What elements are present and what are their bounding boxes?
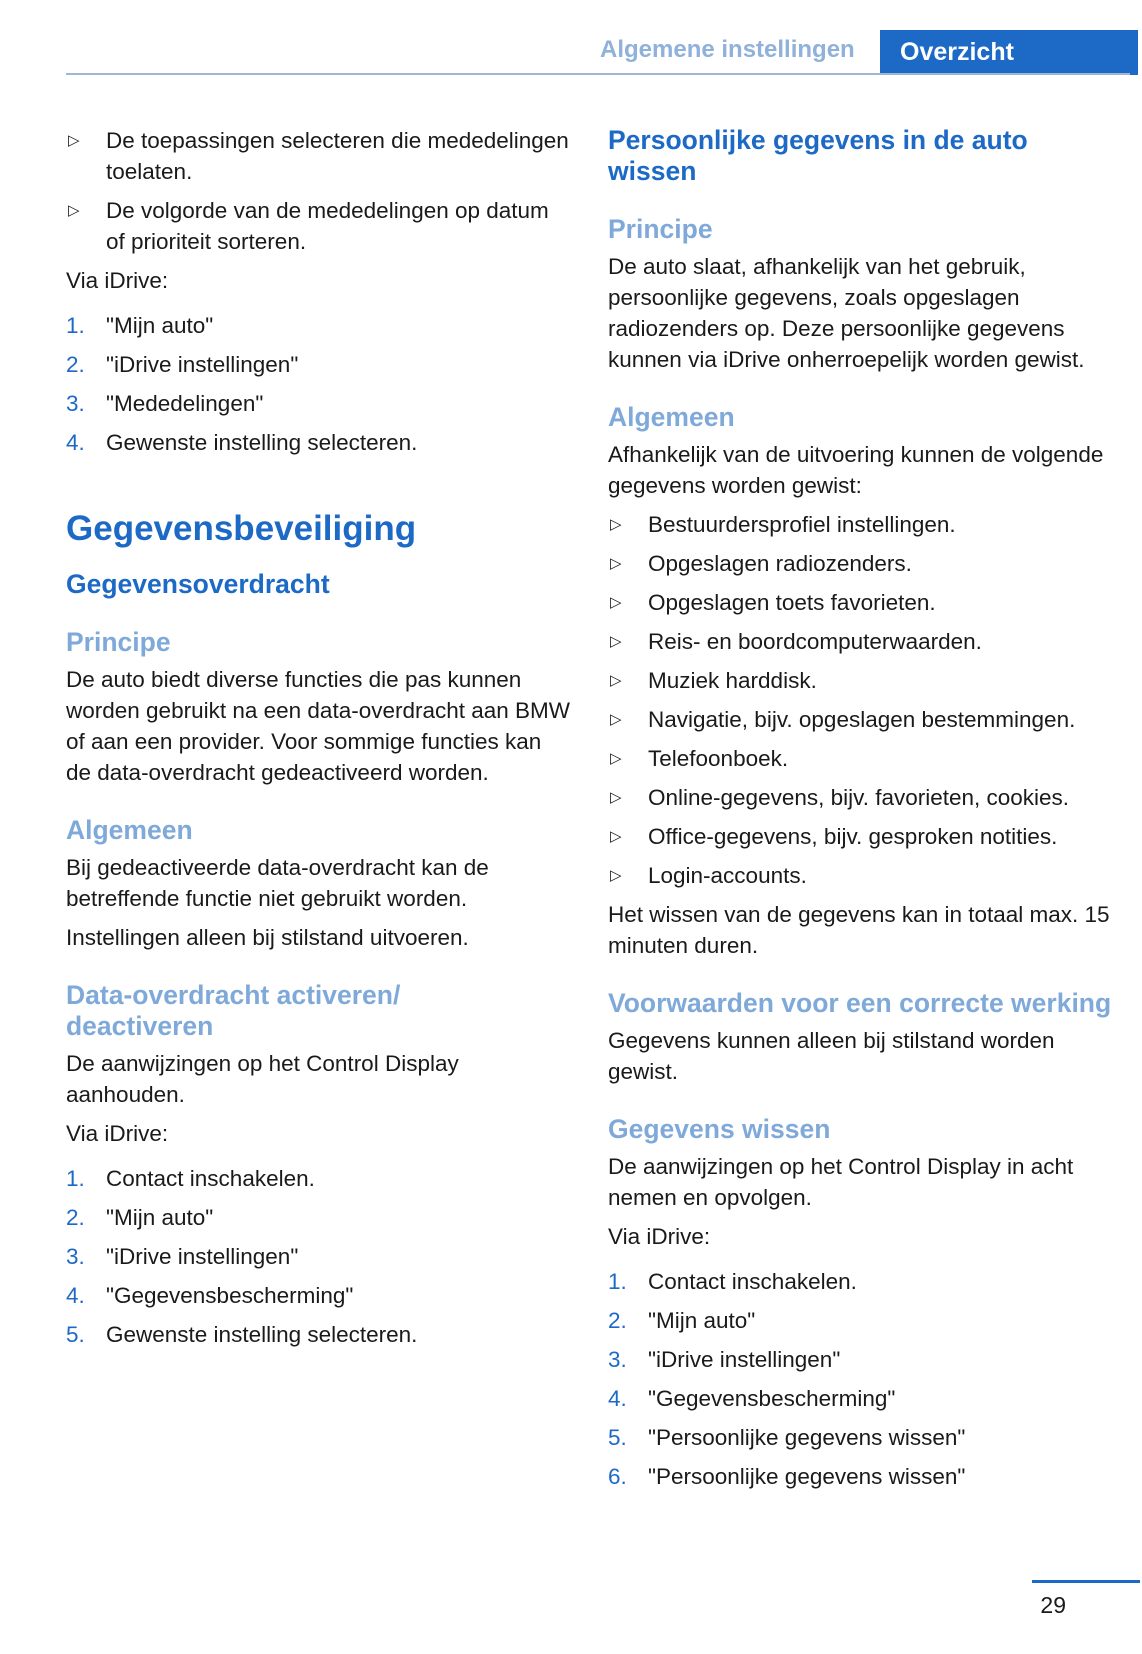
step-text: "Gegevensbescherming" bbox=[648, 1386, 896, 1411]
step-text: Gewenste instelling selecteren. bbox=[106, 1322, 418, 1347]
page-number: 29 bbox=[1040, 1592, 1066, 1618]
algemeen-heading: Algemeen bbox=[608, 402, 735, 432]
step-text: "Mededelingen" bbox=[106, 391, 264, 416]
step-text: "Persoonlijke gegevens wissen" bbox=[648, 1464, 966, 1489]
step-number: 1. bbox=[66, 313, 85, 338]
step-text: Contact inschakelen. bbox=[106, 1166, 315, 1191]
step-text: "Mijn auto" bbox=[106, 1205, 214, 1230]
algemeen-heading: Algemeen bbox=[66, 815, 193, 845]
list-item: ▷ Opgeslagen radiozenders. bbox=[608, 548, 1128, 579]
step-item bbox=[66, 388, 572, 419]
step-text: "iDrive instellingen" bbox=[648, 1347, 841, 1372]
via-idrive-label: Via iDrive: bbox=[608, 1224, 711, 1249]
wipeable-data-list bbox=[608, 509, 1128, 891]
step-text: "Mijn auto" bbox=[648, 1308, 756, 1333]
voorwaarden-heading: Voorwaarden voor een correcte werking bbox=[608, 988, 1112, 1018]
wipe-data-heading: Persoonlijke gegevens in de auto wissen bbox=[608, 125, 1028, 186]
principe-text: De auto biedt diverse functies die pas kunnen worden gebruikt na een data-overdracht aan BMW of aan een provider. Voor sommige functies kan de data-overdracht gedeactiveerd worden. bbox=[66, 667, 571, 785]
right-column bbox=[608, 125, 1128, 1500]
list-item: ▷ Online-gegevens, bijv. favorieten, cookies. bbox=[608, 782, 1128, 813]
step-number: 4. bbox=[608, 1386, 627, 1411]
notification-options-list bbox=[66, 125, 572, 257]
step-item bbox=[608, 1461, 1128, 1492]
step-number: 2. bbox=[66, 352, 85, 377]
step-number: 5. bbox=[608, 1425, 627, 1450]
via-idrive-label: Via iDrive: bbox=[66, 1121, 169, 1146]
algemeen-text: Bij gedeactiveerde data-overdracht kan de betreffende functie niet gebruikt worden. bbox=[66, 855, 489, 911]
step-text: Gewenste instelling selecteren. bbox=[106, 430, 418, 455]
step-item bbox=[66, 1163, 572, 1194]
section-title: Gegevensbeveiliging bbox=[66, 509, 417, 548]
principe-heading: Principe bbox=[66, 627, 171, 657]
steps-list-mededelingen bbox=[66, 310, 572, 458]
step-text: Contact inschakelen. bbox=[648, 1269, 857, 1294]
step-number: 2. bbox=[608, 1308, 627, 1333]
step-item bbox=[608, 1305, 1128, 1336]
step-text: "Gegevensbescherming" bbox=[106, 1283, 354, 1308]
list-item: ▷ Bestuurdersprofiel instellingen. bbox=[608, 509, 1128, 540]
header-divider bbox=[66, 73, 1130, 75]
step-number: 6. bbox=[608, 1464, 627, 1489]
section-subtitle: Gegevensoverdracht bbox=[66, 569, 330, 599]
data-transfer-heading: Data-overdracht activeren/ deactiveren bbox=[66, 980, 401, 1041]
duration-text: Het wissen van de gegevens kan in totaal max. 15 minuten duren. bbox=[608, 902, 1110, 958]
steps-list-wipe bbox=[608, 1266, 1128, 1492]
principe-text: De auto slaat, afhankelijk van het gebruik, persoonlijke gegevens, zoals opgeslagen radiozenders op. Deze persoonlijke gegevens kunnen via iDrive onherroepelijk worden gewist. bbox=[608, 254, 1085, 372]
step-item bbox=[66, 1280, 572, 1311]
page-number-divider bbox=[1032, 1580, 1140, 1583]
principe-heading: Principe bbox=[608, 214, 713, 244]
step-item bbox=[66, 310, 572, 341]
list-item: ▷ Muziek harddisk. bbox=[608, 665, 1128, 696]
voorwaarden-text: Gegevens kunnen alleen bij stilstand worden gewist. bbox=[608, 1028, 1055, 1084]
step-number: 1. bbox=[608, 1269, 627, 1294]
step-text: "Mijn auto" bbox=[106, 313, 214, 338]
step-item bbox=[608, 1422, 1128, 1453]
step-number: 4. bbox=[66, 1283, 85, 1308]
list-item: ▷ Office-gegevens, bijv. gesproken notities. bbox=[608, 821, 1128, 852]
step-item bbox=[608, 1266, 1128, 1297]
step-number: 1. bbox=[66, 1166, 85, 1191]
step-number: 5. bbox=[66, 1322, 85, 1347]
step-number: 3. bbox=[66, 391, 85, 416]
step-text: "iDrive instellingen" bbox=[106, 1244, 299, 1269]
steps-list-data-transfer bbox=[66, 1163, 572, 1350]
list-item: ▷ Opgeslagen toets favorieten. bbox=[608, 587, 1128, 618]
list-item: ▷ De volgorde van de mededelingen op datum of prioriteit sorteren. bbox=[66, 195, 572, 257]
step-number: 3. bbox=[66, 1244, 85, 1269]
list-item: ▷ Reis- en boordcomputerwaarden. bbox=[608, 626, 1128, 657]
via-idrive-label: Via iDrive: bbox=[66, 268, 169, 293]
algemeen-note: Instellingen alleen bij stilstand uitvoeren. bbox=[66, 925, 469, 950]
step-number: 2. bbox=[66, 1205, 85, 1230]
list-item: ▷ Login-accounts. bbox=[608, 860, 1128, 891]
step-item bbox=[608, 1344, 1128, 1375]
step-item bbox=[66, 1319, 572, 1350]
step-text: "Persoonlijke gegevens wissen" bbox=[648, 1425, 966, 1450]
step-item bbox=[66, 427, 572, 458]
algemeen-text: Afhankelijk van de uitvoering kunnen de volgende gegevens worden gewist: bbox=[608, 442, 1104, 498]
list-item: ▷ Navigatie, bijv. opgeslagen bestemmingen. bbox=[608, 704, 1128, 735]
header-section-title: Algemene instellingen bbox=[600, 36, 855, 63]
list-item: ▷ Telefoonboek. bbox=[608, 743, 1128, 774]
data-transfer-text: De aanwijzingen op het Control Display aanhouden. bbox=[66, 1051, 459, 1107]
step-item bbox=[66, 1241, 572, 1272]
step-text: "iDrive instellingen" bbox=[106, 352, 299, 377]
step-item bbox=[66, 1202, 572, 1233]
header-tab-overzicht[interactable]: Overzicht bbox=[880, 30, 1138, 75]
list-item: ▷ De toepassingen selecteren die mededelingen toelaten. bbox=[66, 125, 572, 187]
step-item bbox=[608, 1383, 1128, 1414]
step-item bbox=[66, 349, 572, 380]
step-number: 4. bbox=[66, 430, 85, 455]
left-column bbox=[66, 125, 572, 1358]
step-number: 3. bbox=[608, 1347, 627, 1372]
gegevens-wissen-text: De aanwijzingen op het Control Display in acht nemen en opvolgen. bbox=[608, 1154, 1074, 1210]
gegevens-wissen-heading: Gegevens wissen bbox=[608, 1114, 831, 1144]
